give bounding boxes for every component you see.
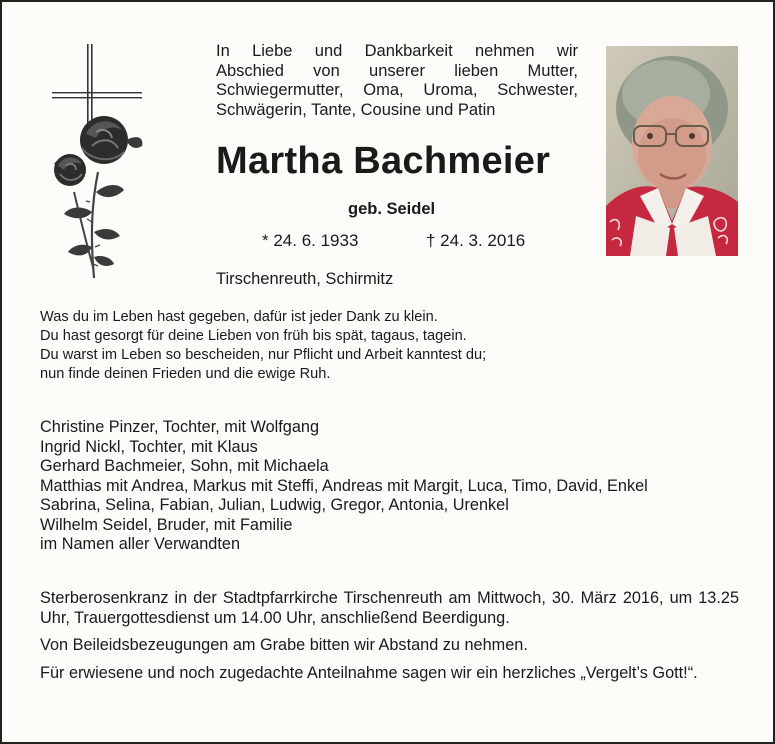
poem <box>40 308 580 384</box>
mourner-line: im Namen aller Verwandten <box>40 535 240 553</box>
intro-text <box>216 42 578 120</box>
death-date: † 24. 3. 2016 <box>426 231 526 250</box>
mourner-line: Sabrina, Selina, Fabian, Julian, Ludwig, Gregor, Antonia, Urenkel <box>40 496 509 514</box>
mourner-line: Gerhard Bachmeier, Sohn, mit Michaela <box>40 457 329 475</box>
maiden-name: geb. Seidel <box>348 200 436 218</box>
mourner-line: Matthias mit Andrea, Markus mit Steffi, Andreas mit Margit, Luca, Timo, David, Enkel <box>40 476 648 495</box>
mourner-line: Christine Pinzer, Tochter, mit Wolfgang <box>40 418 320 436</box>
deceased-name: Martha Bachmeier <box>216 140 551 182</box>
birth-date: * 24. 6. 1933 <box>262 231 359 250</box>
poem-line: nun finde deinen Frieden und die ewige Ruh. <box>40 366 331 382</box>
intro-line: Abschied von unserer lieben Mutter, <box>216 61 578 80</box>
mourner-line: Ingrid Nickl, Tochter, mit Klaus <box>40 437 258 456</box>
intro-line: In Liebe und Dankbarkeit nehmen wir <box>216 42 578 60</box>
mourner-line: Wilhelm Seidel, Bruder, mit Familie <box>40 515 293 534</box>
intro-line: Schwägerin, Tante, Cousine und Patin <box>216 100 496 119</box>
mourners-list <box>40 418 740 555</box>
intro-line: Schwiegermutter, Oma, Uroma, Schwester, <box>216 81 578 99</box>
place-of-residence: Tirschenreuth, Schirmitz <box>216 270 394 288</box>
poem-line: Du hast gesorgt für deine Lieben von früh bis spät, tagaus, tagein. <box>40 328 467 344</box>
thanks-text: Für erwiesene und noch zugedachte Anteilnahme sagen wir ein herzliches „Vergelt’s Gott!“. <box>40 663 698 682</box>
portrait-photo <box>606 46 738 256</box>
funeral-notice <box>40 589 739 691</box>
poem-line: Du warst im Leben so bescheiden, nur Pflicht und Arbeit kanntest du; <box>40 347 487 363</box>
condolence-request: Von Beileidsbezeugungen am Grabe bitten wir Abstand zu nehmen. <box>40 636 528 654</box>
poem-line: Was du im Leben hast gegeben, dafür ist jeder Dank zu klein. <box>40 309 438 325</box>
service-details: Sterberosenkranz in der Stadtpfarrkirche Tirschenreuth am Mittwoch, 30. März 2016, um 13.25 Uhr, Trauergottesdienst um 14.00 Uhr, anschließend Beerdigung. <box>40 589 739 627</box>
cross-with-roses-icon <box>46 42 146 284</box>
